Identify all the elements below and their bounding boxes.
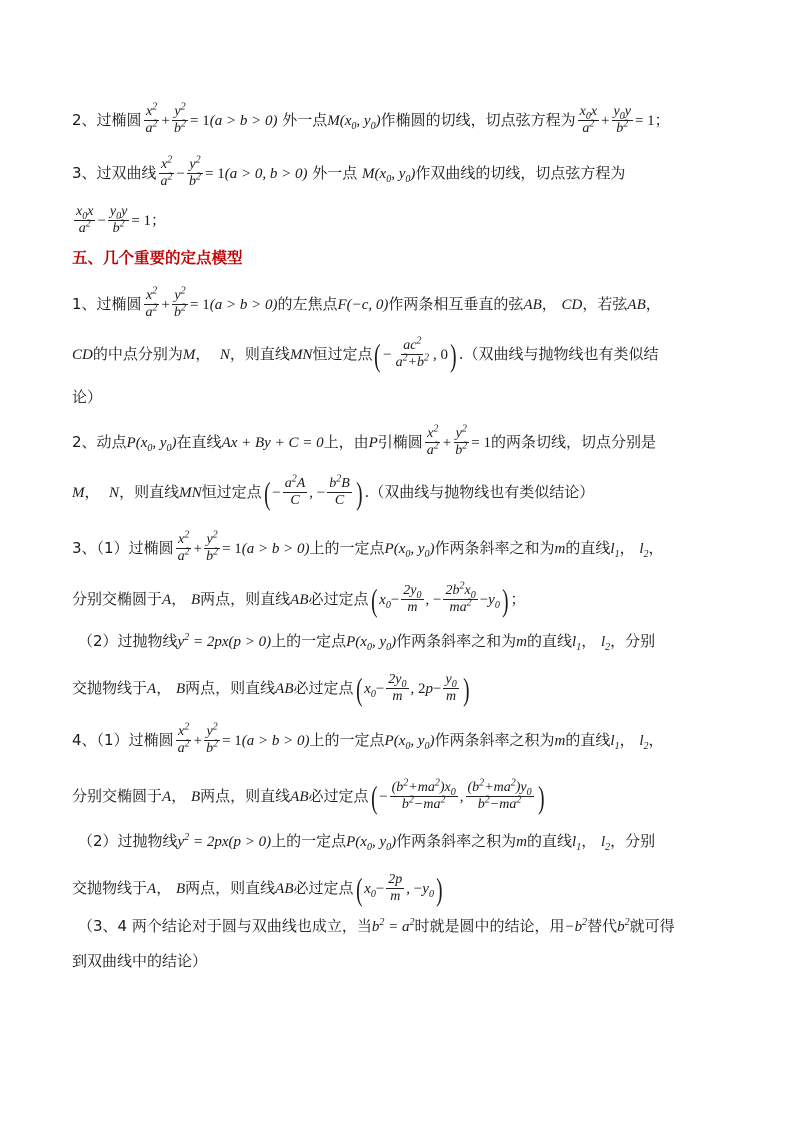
model-4-text-o: 必过定点 <box>293 879 354 897</box>
model-2-line-2: M， N，则直线MN恒过定点( − $\frac{a^2A}{C}$ , − $\frac{b^2B}{C}$ ) .（双曲线与抛物线也有类似结论） <box>72 473 595 511</box>
model-4-line-4: 交抛物线于A， B两点，则直线AB必过定点( $x_0-$ $\frac{2p}{m}$ , $-y_0$) <box>72 870 443 907</box>
model-2-text-c: 上，由 <box>323 433 369 451</box>
model-4-text-m: 交抛物线于 <box>72 879 148 897</box>
model-2-text-d: 引椭圆 <box>377 433 423 451</box>
note-line-1: （3、4 两个结论对于圆与双曲线也成立，当$b^2 = a^2$时就是圆中的结论，用$-b^2$替代$b^2$就可得 <box>78 917 675 935</box>
model-2-text-e: 的两条切线，切点分别是 <box>490 433 656 451</box>
model-1-text-a: 1、过椭圆 <box>72 295 142 313</box>
model-1-text-g: 恒过定点 <box>312 345 373 363</box>
model-2-text-f: ，则直线 <box>119 483 180 501</box>
model-1-text-f: ，则直线 <box>229 345 290 363</box>
model-3-line-4: 交抛物线于A， B两点，则直线AB必过定点( $x_0-$ $\frac{2y_0}{m}$ , 2p− $\frac{y_0}{m}$ ) <box>72 670 470 707</box>
note-text-a: （3、4 两个结论对于圆与双曲线也成立，当 <box>78 917 372 935</box>
model-4-text-b: 上的一定点 <box>309 731 385 749</box>
model-3-text-g: 必过定点 <box>308 590 369 608</box>
item-2-text: 2、过椭圆 <box>72 111 142 129</box>
model-3-text-h: （2）过抛物线 <box>78 632 178 650</box>
model-4-text-j: 作两条斜率之积为 <box>396 832 517 850</box>
model-4-text-a: 4、（1）过椭圆 <box>72 731 174 749</box>
model-3-line-2: 分别交椭圆于A， B两点，则直线AB必过定点( $x_0-$ $\frac{2y_0}{m}$ , − $\frac{2b^2x_0}{ma^2}$ $-y_0$) ； <box>72 580 526 618</box>
model-3-text-b: 上的一定点 <box>309 539 385 557</box>
item-3-text-3: 作双曲线的切线，切点弦方程为 <box>415 164 626 182</box>
item-2: 2、过椭圆 $\frac{x^2}{a^2}$ + $\frac{y^2}{b^2}$ = 1(a > b > 0) 外一点$M(x_0$, $y_0$)作椭圆的切线，切点弦方程为 $\frac{x_0x}{a^2}$ + $\frac{y_0y}{b^2}$ = 1； <box>72 101 670 136</box>
model-1-text-h: .（双曲线与抛物线也有类似结 <box>458 345 659 363</box>
model-1-text-e: 的中点分别为 <box>92 345 183 363</box>
model-3-line-1: 3、（1）过椭圆 $\frac{x^2}{a^2}$ + $\frac{y^2}{b^2}$ = 1(a > b > 0)上的一定点$P(x_0$, $y_0$)作两条斜率之和为m的直线$l_1$， $l_2$， <box>72 529 664 564</box>
model-4-text-f: 两点，则直线 <box>200 787 291 805</box>
model-3-text-n: 两点，则直线 <box>185 679 276 697</box>
model-2-line-1: 2、动点$P(x_0$, $y_0$)在直线Ax + By + C = 0上，由P引椭圆 $\frac{x^2}{a^2}$ + $\frac{y^2}{b^2}$ = 1的两条切线，切点分别是 <box>72 423 656 458</box>
model-2-text-b: 在直线 <box>176 433 222 451</box>
model-3-text-j: 作两条斜率之和为 <box>396 632 517 650</box>
model-3-text-e: 分别交椭圆于 <box>72 590 163 608</box>
section-title: 五、几个重要的定点模型 <box>72 249 243 267</box>
model-4-text-k: 的直线 <box>527 832 573 850</box>
item-2-text-3: 作椭圆的切线，切点弦方程为 <box>380 111 576 129</box>
item-3: 3、过双曲线 $\frac{x^2}{a^2}$ − $\frac{y^2}{b^2}$ = 1(a > 0, b > 0) 外一点 $M(x_0$, $y_0$)作双曲线的切线，切点弦方程为 <box>72 154 626 189</box>
model-3-line-3: （2）过抛物线$y^2 = 2px(p > 0)$上的一定点$P(x_0$, $y_0$)作两条斜率之和为m的直线$l_1$， $l_2$，分别 <box>78 632 656 653</box>
model-3-text-a: 3、（1）过椭圆 <box>72 539 174 557</box>
model-2-text-g: 恒过定点 <box>201 483 262 501</box>
model-4-text-d: 的直线 <box>565 731 611 749</box>
note-text-c: 替代 <box>587 917 618 935</box>
model-4-text-c: 作两条斜率之积为 <box>434 731 555 749</box>
model-3-text-l: ，分别 <box>610 632 656 650</box>
model-4-text-g: 必过定点 <box>308 787 369 805</box>
item-3-text: 3、过双曲线 <box>72 164 157 182</box>
item-2-text-2: 外一点 <box>282 111 328 129</box>
model-3-text-k: 的直线 <box>527 632 573 650</box>
model-3-text-d: 的直线 <box>565 539 611 557</box>
model-1-line-2: CD的中点分别为M， N，则直线MN恒过定点( − $\frac{ac^2}{a^2+b^2}$ , 0) .（双曲线与抛物线也有类似结 <box>72 335 659 373</box>
model-2-text-h: .（双曲线与抛物线也有类似结论） <box>364 483 595 501</box>
model-4-text-n: 两点，则直线 <box>185 879 276 897</box>
note-text-d: 就可得 <box>629 917 675 935</box>
note-line-2: 到双曲线中的结论） <box>72 952 208 970</box>
model-3-text-c: 作两条斜率之和为 <box>434 539 555 557</box>
model-1-text-d: ，若弦 <box>582 295 628 313</box>
model-1-text-b: 的左焦点 <box>277 295 338 313</box>
item-3-formula: $\frac{x_0x}{a^2}$ − $\frac{y_0y}{b^2}$ = 1； <box>76 204 167 236</box>
model-2-text-a: 2、动点 <box>72 433 127 451</box>
model-1-line-1: 1、过椭圆 $\frac{x^2}{a^2}$ + $\frac{y^2}{b^2}$ = 1(a > b > 0)的左焦点F(−c, 0)作两条相互垂直的弦AB， CD，若弦AB， <box>72 285 661 320</box>
model-4-text-l: ，分别 <box>610 832 656 850</box>
model-1-line-3: 论） <box>72 388 103 406</box>
model-4-text-e: 分别交椭圆于 <box>72 787 163 805</box>
model-3-text-f: 两点，则直线 <box>200 590 291 608</box>
model-1-text-c: 作两条相互垂直的弦 <box>388 295 524 313</box>
model-4-text-h: （2）过抛物线 <box>78 832 178 850</box>
model-3-text-o: 必过定点 <box>293 679 354 697</box>
model-3-text-i: 上的一定点 <box>271 632 347 650</box>
item-3-text-2: 外一点 <box>312 164 358 182</box>
model-4-line-2: 分别交椭圆于A， B两点，则直线AB必过定点( − $\frac{(b^2+ma^2)x_0}{b^2-ma^2}$ , $\frac{(b^2+ma^2)y_0}{b^2-ma^2}$ ) <box>72 777 545 815</box>
note-text-b: 时就是圆中的结论，用 <box>414 917 565 935</box>
model-3-text-m: 交抛物线于 <box>72 679 148 697</box>
model-4-line-1: 4、（1）过椭圆 $\frac{x^2}{a^2}$ + $\frac{y^2}{b^2}$ = 1(a > b > 0)上的一定点$P(x_0$, $y_0$)作两条斜率之积为m的直线$l_1$， $l_2$， <box>72 721 664 756</box>
model-4-line-3: （2）过抛物线$y^2 = 2px(p > 0)$上的一定点$P(x_0$, $y_0$)作两条斜率之积为m的直线$l_1$， $l_2$，分别 <box>78 832 656 853</box>
model-4-text-i: 上的一定点 <box>271 832 347 850</box>
